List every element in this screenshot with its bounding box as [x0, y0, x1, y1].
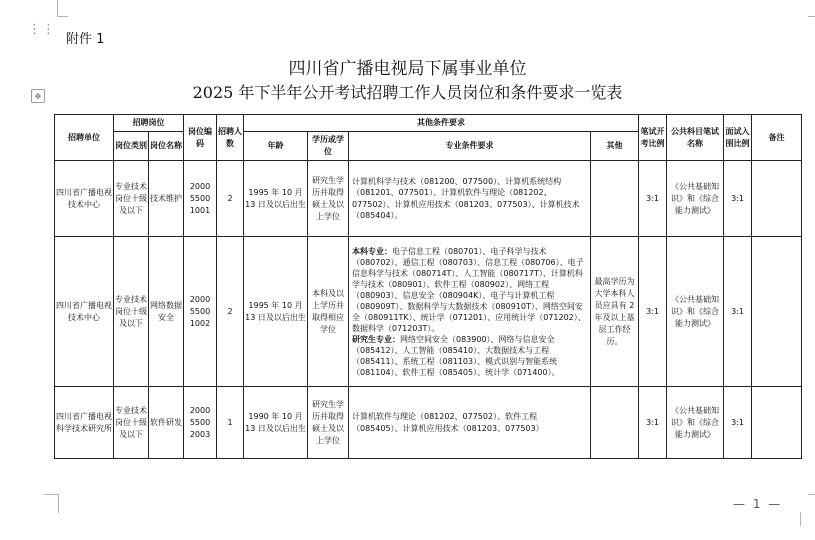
cell-exam-ratio: 3:1	[639, 387, 667, 459]
header-conditions-group: 其他条件要求	[244, 115, 639, 132]
cell-education: 研究生学历并取得硕士及以上学位	[308, 387, 349, 459]
table-row	[55, 161, 802, 237]
cell-exam-subject: 《公共基础知识》和《综合能力测试》	[667, 237, 724, 387]
cell-remarks	[752, 237, 802, 387]
header-other: 其他	[591, 132, 639, 161]
crop-mark-bottom-left	[44, 494, 59, 513]
header-exam-ratio: 笔试开考比例	[639, 115, 667, 161]
cell-category: 专业技术岗位十级及以下	[114, 161, 149, 237]
cell-age: 1995 年 10 月 13 日及以后出生	[244, 161, 308, 237]
cell-major: 计算机软件与理论（081202、077502）、软件工程（085405）、计算机应用技术（081203、077503）	[349, 387, 591, 459]
cell-unit: 四川省广播电视技术中心	[55, 237, 114, 387]
cell-unit: 四川省广播电视技术中心	[55, 161, 114, 237]
cell-education: 本科及以上学历并取得相应学位	[308, 237, 349, 387]
cell-interview-ratio: 3:1	[724, 161, 752, 237]
cell-age: 1995 年 10 月 13 日及以后出生	[244, 237, 308, 387]
header-post-category: 岗位类别	[114, 132, 149, 161]
cell-other: 最高学历为大学本科人员应具有 2 年及以上基层工作经历。	[591, 237, 639, 387]
cell-exam-subject: 《公共基础知识》和《综合能力测试》	[667, 161, 724, 237]
cell-post-name: 软件研发	[149, 387, 184, 459]
page-number: — 1 —	[733, 497, 783, 511]
cell-unit: 四川省广播电视科学技术研究所	[55, 387, 114, 459]
attachment-label: 附件 1	[66, 32, 105, 47]
cell-exam-ratio: 3:1	[639, 161, 667, 237]
header-exam-subject: 公共科目笔试名称	[667, 115, 724, 161]
header-remarks: 备注	[752, 115, 802, 161]
major-postgrad-label: 研究生专业：	[352, 334, 400, 344]
cell-major: 计算机科学与技术（081200、077500）、计算机系统结构（081201、077501）、计算机软件与理论（081202、077502）、计算机应用技术（081203、077503）、计算机技术（085404）。	[349, 161, 591, 237]
major-postgrad-list: 网络空间安全（083900）、网络与信息安全（085412）、人工智能（085410）、大数据技术与工程（085411）、系统工程（081103）、模式识别与智能系统（081104）、软件工程（085405）、统计学（071400）。	[352, 334, 560, 377]
cell-major	[349, 237, 591, 387]
cell-education: 研究生学历并取得硕士及以上学位	[308, 161, 349, 237]
drag-handle-icon[interactable]: ⋮⋮	[28, 22, 56, 37]
major-undergrad-label: 本科专业：	[352, 246, 392, 256]
cell-post-code: 2000 5500 2003	[184, 387, 217, 459]
major-undergrad-list: 电子信息工程（080701）、电子科学与技术（080702）、通信工程（080703）、信息工程（080706）、电子信息科学与技术（080714T）、人工智能（080717T）、计算机科学与技术（080901）、软件工程（080902）、网络工程（080903）、信息安全（080904K）、电子与计算机工程（080909T）、数据科学与大数据技术（080910T）、网络空间安全（080911TK）、统计学（071201）、应用统计学（071202）、数据科学（071203T）。	[352, 246, 586, 333]
table-move-handle-icon[interactable]: ✥	[31, 89, 45, 103]
cell-post-code: 2000 5500 1002	[184, 237, 217, 387]
cell-exam-ratio: 3:1	[639, 237, 667, 387]
header-unit: 招聘单位	[55, 115, 114, 161]
cell-interview-ratio: 3:1	[724, 387, 752, 459]
cell-exam-subject: 《公共基础知识》和《综合能力测试》	[667, 387, 724, 459]
cell-headcount: 2	[217, 237, 244, 387]
cell-headcount: 2	[217, 161, 244, 237]
header-interview-ratio: 面试入围比例	[724, 115, 752, 161]
table-row	[55, 387, 802, 459]
crop-mark-top-left	[57, 0, 68, 17]
header-post-name: 岗位名称	[149, 132, 184, 161]
crop-mark-bottom-right-vertical	[800, 512, 809, 526]
header-age: 年龄	[244, 132, 308, 161]
cell-category: 专业技术岗位十级及以下	[114, 237, 149, 387]
cell-other	[591, 161, 639, 237]
cell-age: 1990 年 10 月 13 日及以后出生	[244, 387, 308, 459]
header-major: 专业条件要求	[349, 132, 591, 161]
header-education: 学历或学位	[308, 132, 349, 161]
cell-remarks	[752, 161, 802, 237]
cell-post-name: 网络数据安全	[149, 237, 184, 387]
cell-headcount: 1	[217, 387, 244, 459]
cell-interview-ratio: 3:1	[724, 237, 752, 387]
table-row	[55, 237, 802, 387]
cell-category: 专业技术岗位十级及以下	[114, 387, 149, 459]
header-headcount: 招聘人数	[217, 115, 244, 161]
cell-remarks	[752, 387, 802, 459]
header-post-code: 岗位编码	[184, 115, 217, 161]
header-post-group: 招聘岗位	[114, 115, 184, 132]
crop-mark-top-right	[808, 0, 815, 17]
recruitment-table	[54, 114, 802, 459]
crop-mark-bottom-right	[808, 494, 815, 513]
cell-other	[591, 387, 639, 459]
cell-post-code: 2000 5500 1001	[184, 161, 217, 237]
document-title-line2: 2025 年下半年公开考试招聘工作人员岗位和条件要求一览表	[192, 83, 623, 102]
document-title-line1: 四川省广播电视局下属事业单位	[288, 59, 527, 79]
cell-post-name: 技术维护	[149, 161, 184, 237]
